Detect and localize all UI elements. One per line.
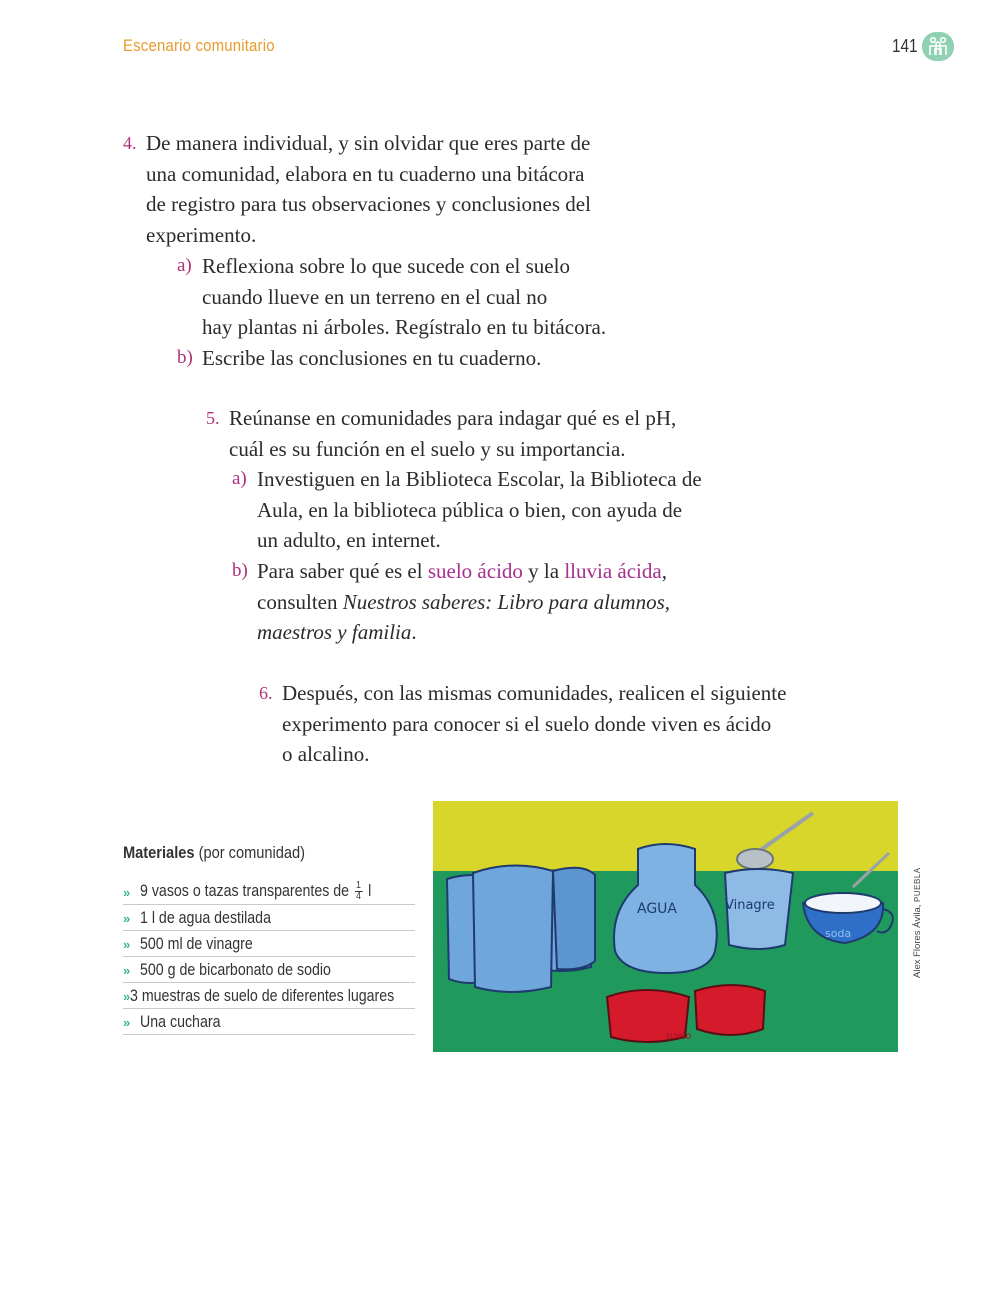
- text-line: De manera individual, y sin olvidar que eres parte de: [146, 131, 591, 155]
- list-item: » 500 g de bicarbonato de sodio: [123, 957, 415, 983]
- chevron-right-icon: »: [123, 885, 131, 900]
- glossary-term-suelo-acido[interactable]: suelo ácido: [427, 559, 523, 583]
- text-line: una comunidad, elabora en tu cuaderno una bitácora: [146, 161, 585, 186]
- activity-4: [123, 128, 591, 251]
- text-line: maestros y familia.: [257, 620, 417, 645]
- activity-4b: [177, 343, 542, 374]
- text-line: experimento.: [146, 223, 257, 248]
- chevron-right-icon: »: [123, 1015, 131, 1030]
- fraction: $\frac{1}{4}$: [356, 880, 361, 902]
- materials-title: Materiales (por comunidad): [123, 843, 306, 862]
- soil-label: suelo: [665, 1031, 692, 1042]
- soda-label: soda: [825, 927, 852, 940]
- chevron-right-icon: »: [123, 963, 131, 978]
- list-item: » Una cuchara: [123, 1009, 415, 1035]
- text-line: Investiguen en la Biblioteca Escolar, la Biblioteca de: [257, 467, 702, 491]
- text-line: Después, con las mismas comunidades, realicen el siguiente: [282, 681, 787, 705]
- list-item: » 3 muestras de suelo de diferentes lugares: [123, 983, 415, 1009]
- item-number: 6.: [259, 683, 273, 703]
- section-title: Escenario comunitario: [123, 36, 275, 55]
- text-line: experimento para conocer si el suelo donde viven es ácido: [282, 711, 772, 736]
- text-line: Reflexiona sobre lo que sucede con el suelo: [202, 254, 570, 278]
- list-item: » 500 ml de vinagre: [123, 931, 415, 957]
- chevron-right-icon: »: [123, 989, 131, 1004]
- sub-letter: a): [177, 255, 192, 276]
- text-line: Reúnanse en comunidades para indagar qué es el pH,: [229, 406, 677, 430]
- sub-letter: b): [177, 347, 193, 368]
- text-line: consulten Nuestros saberes: Libro para alumnos,: [257, 589, 671, 614]
- activity-4a: [177, 251, 607, 343]
- item-number: 5.: [206, 408, 220, 428]
- page-number: 141: [892, 36, 918, 56]
- text-line: Aula, en la biblioteca pública o bien, con ayuda de: [257, 497, 683, 522]
- text-line: de registro para tus observaciones y conclusiones del: [146, 192, 591, 217]
- text-line: cuando llueve en un terreno en el cual no: [202, 284, 548, 309]
- activity-6: [259, 678, 787, 770]
- list-item: » 9 vasos o tazas transparentes de $\frac{1}{4}$ l: [123, 879, 415, 905]
- text-line: hay plantas ni árboles. Regístralo en tu bitácora.: [202, 315, 607, 340]
- activity-5a: [232, 464, 702, 556]
- list-item: » 1 l de agua destilada: [123, 905, 415, 931]
- text-line: un adulto, en internet.: [257, 528, 441, 553]
- water-label: AGUA: [637, 901, 678, 917]
- activity-5b: [232, 556, 671, 648]
- text-line: o alcalino.: [282, 742, 370, 767]
- chevron-right-icon: »: [123, 911, 131, 926]
- vinegar-label: Vinagre: [725, 898, 775, 913]
- materials-illustration: [433, 801, 898, 1052]
- glossary-term-lluvia-acida[interactable]: lluvia ácida: [564, 559, 662, 583]
- book-title: maestros y familia: [257, 620, 412, 645]
- item-number: 4.: [123, 133, 137, 153]
- materials-list: [123, 843, 415, 1035]
- sub-letter: a): [232, 468, 247, 489]
- chevron-right-icon: »: [123, 937, 131, 952]
- book-title: Nuestros saberes: Libro para alumnos,: [342, 589, 671, 614]
- text-line: cuál es su función en el suelo y su importancia.: [229, 436, 626, 461]
- text-line: Para saber qué es el suelo ácido y la lluvia ácida,: [257, 559, 667, 583]
- text-line: Escribe las conclusiones en tu cuaderno.: [202, 346, 542, 370]
- community-icon: [922, 32, 954, 61]
- activity-5: [206, 403, 677, 464]
- illustration-credit: Alex Flores Ávila, PUEBLA: [912, 867, 923, 978]
- sub-letter: b): [232, 560, 248, 581]
